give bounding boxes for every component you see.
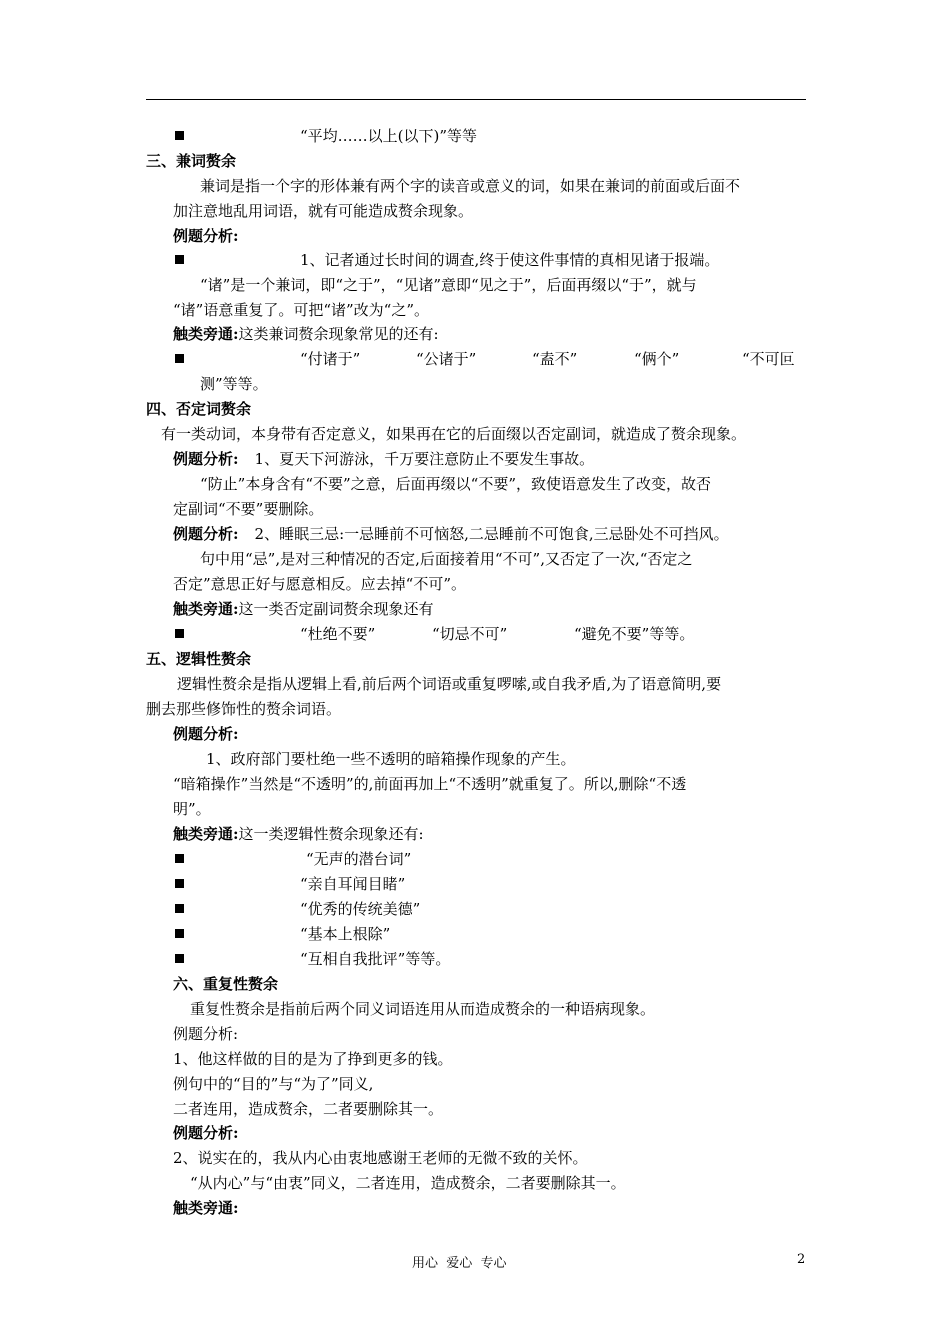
example-label: 例题分析: <box>173 450 239 468</box>
paragraph-line: 重复性赘余是指前后两个同义词语连用从而造成赘余的一种语病现象。 <box>190 1000 656 1018</box>
list-item: “杜绝不要” <box>300 625 376 643</box>
bullet-line <box>175 900 184 918</box>
paragraph-line: “暗箱操作”当然是“不透明”的,前面再加上“不透明”就重复了。所以,删除“不透 <box>173 775 687 793</box>
list-item: “基本上根除” <box>300 925 391 943</box>
header-rule <box>146 99 806 100</box>
paragraph-line: 句中用“忌”,是对三种情况的否定,后面接着用“不可”,又否定了一次,“否定之 <box>200 550 693 568</box>
paragraph-line: 二者连用，造成赘余，二者要删除其一。 <box>173 1100 444 1118</box>
paragraph-line: “诸”语意重复了。可把“诸”改为“之”。 <box>173 301 430 319</box>
bullet-line <box>175 875 184 893</box>
bullet-line <box>175 127 184 145</box>
paragraph-line: 明”。 <box>173 800 211 818</box>
black-square-icon <box>175 629 184 638</box>
extension-text: 这类兼词赘余现象常见的还有: <box>238 325 439 343</box>
list-item: “互相自我批评”等等。 <box>300 950 451 968</box>
paragraph-line: 否定”意思正好与愿意相反。应去掉“不可”。 <box>173 575 467 593</box>
black-square-icon <box>175 904 184 913</box>
section-heading: 三、兼词赘余 <box>146 152 237 170</box>
paragraph-line: 定副词“不要”要删除。 <box>173 500 324 518</box>
list-item: “无声的潜台词” <box>306 850 412 868</box>
black-square-icon <box>175 131 184 140</box>
extension-label: 触类旁通: <box>173 600 239 618</box>
extension-label: 触类旁通: <box>173 325 239 343</box>
footer-motto: 用心 爱心 专心 <box>412 1256 507 1271</box>
list-item: “切忌不可” <box>432 625 508 643</box>
list-item: “优秀的传统美德” <box>300 900 421 918</box>
paragraph-line: “从内心”与“由衷”同义，二者连用，造成赘余，二者要删除其一。 <box>190 1174 626 1192</box>
section-heading: 六、重复性赘余 <box>173 975 279 993</box>
bullet-line <box>175 950 184 968</box>
black-square-icon <box>175 879 184 888</box>
bullet-line <box>175 251 184 269</box>
black-square-icon <box>175 954 184 963</box>
example-line <box>173 450 594 468</box>
list-item: “付诸于” <box>300 350 361 368</box>
list-item: “公诸于” <box>416 350 477 368</box>
page-number: 2 <box>797 1252 806 1267</box>
section-heading: 五、逻辑性赘余 <box>146 650 252 668</box>
paragraph-line: 加注意地乱用词语，就有可能造成赘余现象。 <box>173 202 474 220</box>
list-item: “避免不要”等等。 <box>574 625 695 643</box>
paragraph-line: “诸”是一个兼词，即“之于”，“见诸”意即“见之于”，后面再缀以“于”，就与 <box>200 276 697 294</box>
example-sentence: 1、记者通过长时间的调查,终于使这件事情的真相见诸于报端。 <box>300 251 720 269</box>
paragraph-line: “防止”本身含有“不要”之意，后面再缀以“不要”，致使语意发生了改变，故否 <box>200 475 712 493</box>
black-square-icon <box>175 929 184 938</box>
section-heading: 四、否定词赘余 <box>146 400 252 418</box>
bullet-line <box>175 625 184 643</box>
list-item: “平均……以上(以下)”等等 <box>300 127 478 145</box>
extension-label: 触类旁通: <box>173 825 239 843</box>
extension-line <box>173 825 424 843</box>
example-sentence: 1、他这样做的目的是为了挣到更多的钱。 <box>173 1050 453 1068</box>
example-label: 例题分析: <box>173 725 239 743</box>
example-label: 例题分析: <box>173 227 239 245</box>
extension-text: 这一类逻辑性赘余现象还有: <box>238 825 424 843</box>
black-square-icon <box>175 255 184 264</box>
paragraph-line: 兼词是指一个字的形体兼有两个字的读音或意义的词，如果在兼词的前面或后面不 <box>200 177 741 195</box>
paragraph-line: 例句中的“目的”与“为了”同义, <box>173 1075 374 1093</box>
example-sentence: 2、说实在的，我从内心由衷地感谢王老师的无微不致的关怀。 <box>173 1149 588 1167</box>
bullet-line <box>175 925 184 943</box>
example-sentence: 2、睡眠三忌:一忌睡前不可恼怒,二忌睡前不可饱食,三忌卧处不可挡风。 <box>254 525 729 543</box>
paragraph-line: 逻辑性赘余是指从逻辑上看,前后两个词语或重复啰嗦,或自我矛盾,为了语意简明,要 <box>177 675 722 693</box>
example-line <box>173 525 729 543</box>
example-label: 例题分析: <box>173 1124 239 1142</box>
extension-line <box>173 600 434 618</box>
extension-label: 触类旁通: <box>173 1199 239 1217</box>
paragraph-line: 测”等等。 <box>200 375 268 393</box>
list-item: “俩个” <box>634 350 680 368</box>
black-square-icon <box>175 854 184 863</box>
black-square-icon <box>175 354 184 363</box>
bullet-line <box>175 350 184 368</box>
paragraph-line: 有一类动词，本身带有否定意义，如果再在它的后面缀以否定副词，就造成了赘余现象。 <box>161 425 747 443</box>
bullet-line <box>175 850 184 868</box>
example-sentence: 1、政府部门要杜绝一些不透明的暗箱操作现象的产生。 <box>206 750 576 768</box>
extension-line <box>173 325 439 343</box>
list-item: “盍不” <box>532 350 578 368</box>
example-label: 例题分析: <box>173 525 239 543</box>
paragraph-line: 删去那些修饰性的赘余词语。 <box>146 700 342 718</box>
extension-text: 这一类否定副词赘余现象还有 <box>238 600 434 618</box>
list-item: “亲自耳闻目睹” <box>300 875 406 893</box>
example-sentence: 1、夏天下河游泳，千万要注意防止不要发生事故。 <box>254 450 595 468</box>
list-item: “不可叵 <box>742 350 795 368</box>
example-label: 例题分析: <box>173 1025 239 1043</box>
